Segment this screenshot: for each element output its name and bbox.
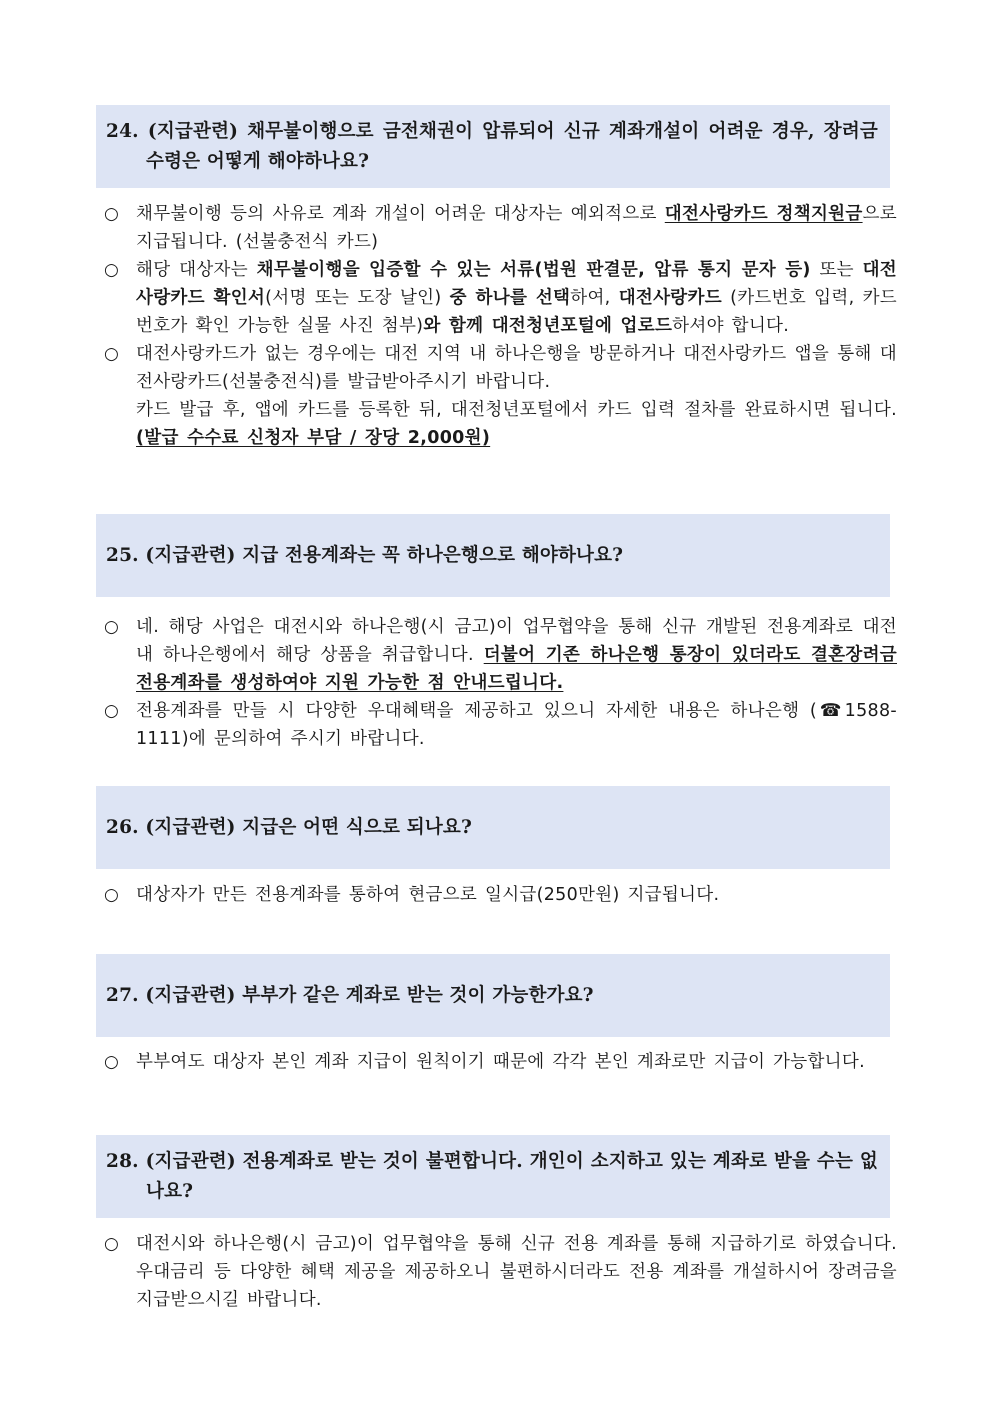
answer-26 [104, 881, 897, 909]
answer-24-item-3: ○ 대전사랑카드가 없는 경우에는 대전 지역 내 하나은행을 방문하거나 대전사랑카드 앱을 통해 대전사랑카드(선불충전식)를 발급받아주시기 바랍니다. 카드 발급 후, 앱에 카드를 등록한 뒤, 대전청년포털에서 카드 입력 절차를 완료하시면 됩니다. (발급 수수료 신청자 부담 / 장당 2,000원) [104, 340, 897, 452]
answer-26-item-1: ○ 대상자가 만든 전용계좌를 통하여 현금으로 일시급(250만원) 지급됩니다. [104, 881, 897, 909]
question-24-title: 24. (지급관련) 채무불이행으로 금전채권이 압류되어 신규 계좌개설이 어려운 경우, 장려금 수령은 어떻게 해야하나요? [106, 120, 878, 172]
answer-25-item-1: ○ 네. 해당 사업은 대전시와 하나은행(시 금고)이 업무협약을 통해 신규 개발된 전용계좌로 대전 내 하나은행에서 해당 상품을 취급합니다. 더불어 기존 하나은행 통장이 있더라도 결혼장려금 전용계좌를 생성하여야 지원 가능한 점 안내드립니다. [104, 613, 897, 697]
answer-27-item-1: ○ 부부여도 대상자 본인 계좌 지급이 원칙이기 때문에 각각 본인 계좌로만 지급이 가능합니다. [104, 1048, 897, 1076]
question-25-header [96, 514, 890, 597]
answer-25 [104, 613, 897, 753]
answer-25-item-2: ○ 전용계좌를 만들 시 다양한 우대혜택을 제공하고 있으니 자세한 내용은 하나은행 (☎1588-1111)에 문의하여 주시기 바랍니다. [104, 697, 897, 753]
answer-27 [104, 1048, 897, 1076]
bullet-circle-icon: ○ [104, 617, 120, 637]
answer-24-item-1: ○ 채무불이행 등의 사유로 계좌 개설이 어려운 대상자는 예외적으로 대전사랑카드 정책지원금으로 지급됩니다. (선불충전식 카드) [104, 200, 897, 256]
answer-24-item-2: ○ 해당 대상자는 채무불이행을 입증할 수 있는 서류(법원 판결문, 압류 통지 문자 등) 또는 대전사랑카드 확인서(서명 또는 도장 날인) 중 하나를 선택하여, 대전사랑카드 (카드번호 입력, 카드 번호가 확인 가능한 실물 사진 첨부)와 함께 대전청년포털에 업로드하셔야 합니다. [104, 256, 897, 340]
question-28-header [96, 1135, 890, 1218]
question-27-title: 27. (지급관련) 부부가 같은 계좌로 받는 것이 가능한가요? [106, 984, 594, 1006]
question-24-header [96, 105, 890, 188]
question-25-title: 25. (지급관련) 지급 전용계좌는 꼭 하나은행으로 해야하나요? [106, 544, 624, 566]
bullet-circle-icon: ○ [104, 344, 120, 364]
bullet-circle-icon: ○ [104, 204, 120, 224]
bullet-circle-icon: ○ [104, 260, 120, 280]
bullet-circle-icon: ○ [104, 1234, 120, 1254]
question-26-header [96, 786, 890, 869]
question-27-header [96, 954, 890, 1037]
bullet-circle-icon: ○ [104, 1052, 120, 1072]
answer-28-item-1: ○ 대전시와 하나은행(시 금고)이 업무협약을 통해 신규 전용 계좌를 통해 지급하기로 하였습니다. 우대금리 등 다양한 혜택 제공을 제공하오니 불편하시더라도 전용 계좌를 개설하시어 장려금을 지급받으시길 바랍니다. [104, 1230, 897, 1314]
question-28-title: 28. (지급관련) 전용계좌로 받는 것이 불편합니다. 개인이 소지하고 있는 계좌로 받을 수는 없나요? [106, 1150, 878, 1202]
bullet-circle-icon: ○ [104, 701, 120, 721]
question-26-title: 26. (지급관련) 지급은 어떤 식으로 되나요? [106, 816, 473, 838]
answer-24 [104, 200, 897, 452]
bullet-circle-icon: ○ [104, 885, 120, 905]
answer-28 [104, 1230, 897, 1314]
